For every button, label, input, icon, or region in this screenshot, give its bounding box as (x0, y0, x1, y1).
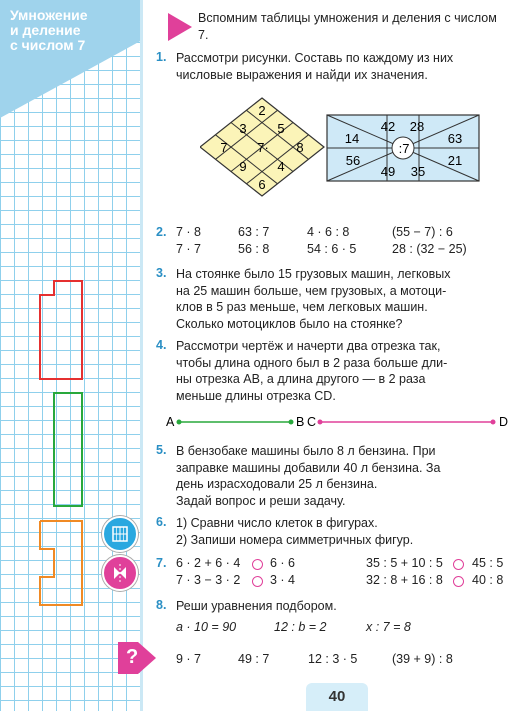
diamond-cell: 9 (239, 159, 247, 174)
line: заправке машины добавили 40 л бензина. За (176, 460, 441, 475)
intro-arrow-icon (166, 11, 194, 43)
page-number: 40 (306, 683, 368, 711)
task-4-text (176, 338, 506, 404)
expr: 28 : (32 − 25) (392, 242, 467, 256)
expr: (55 − 7) : 6 (392, 225, 453, 239)
expr: 63 : 7 (238, 225, 270, 239)
expr: 3 · 4 (270, 573, 296, 587)
segments-drawing (163, 412, 515, 432)
rect-cell: 35 (410, 164, 426, 179)
line: Задай вопрос и реши задачу. (176, 493, 346, 508)
line: клов в 5 раз меньше, чем легковых машин. (176, 300, 428, 314)
task-3-text (176, 266, 506, 332)
rect-cell: 28 (409, 119, 425, 134)
task-6-number: 6. (156, 515, 167, 529)
rect-cell: 56 (345, 153, 361, 168)
figure-orange (40, 521, 82, 605)
line: чтобы длина одного был в 2 раза больше дли- (176, 355, 448, 370)
line: Сколько мотоциклов было на стоянке? (176, 316, 403, 331)
label-b: B (296, 415, 305, 429)
compare-circle[interactable] (453, 559, 464, 570)
task-4-number: 4. (156, 338, 167, 352)
task-5-text (176, 443, 506, 509)
line: 1) Сравни число клеток в фигурах. (176, 516, 378, 530)
intro-text: Вспомним таблицы умножения и деления с числом 7. (198, 11, 497, 42)
line: Рассмотри чертёж и начерти два отрезка так, (176, 339, 441, 353)
line: ны отрезка AB, а длина другого — в 2 раза (176, 372, 426, 386)
task-8-number: 8. (156, 598, 167, 612)
expr: 7 · 3 − 3 · 2 (176, 573, 241, 587)
rect-cell: 49 (380, 164, 396, 179)
diamond-cell: 7 (220, 140, 228, 155)
expr: 7 · 8 (176, 225, 202, 239)
expr: 6 · 6 (270, 556, 296, 570)
line: меньше длины отрезка CD. (176, 388, 336, 403)
compare-circle[interactable] (252, 559, 263, 570)
figure-red (40, 281, 82, 379)
equation: 12 : b = 2 (274, 620, 327, 634)
expr: 6 · 2 + 6 · 4 (176, 556, 241, 570)
diamond-cell: 5 (277, 121, 285, 136)
expr: 40 : 8 (472, 573, 504, 587)
expr: 32 : 8 + 16 : 8 (366, 573, 443, 587)
expr: 56 : 8 (238, 242, 270, 256)
task-8-text: Реши уравнения подбором. (176, 599, 337, 613)
expr: (39 + 9) : 8 (392, 652, 453, 666)
line: В бензобаке машины было 8 л бензина. При (176, 444, 436, 458)
task-2-number: 2. (156, 225, 167, 239)
expr: 12 : 3 · 5 (308, 652, 358, 666)
rect-cell: 42 (380, 119, 396, 134)
diamond-cell: 3 (239, 121, 247, 136)
diamond-figure (200, 95, 330, 200)
task-7-number: 7. (156, 556, 167, 570)
task-3-number: 3. (156, 266, 167, 280)
expr: 4 · 6 : 8 (307, 225, 350, 239)
margin-line (140, 0, 143, 711)
rect-cell: 63 (447, 131, 463, 146)
task-1-text: Рассмотри рисунки. Составь по каждому из них числовые выражения и найди их значения. (176, 51, 454, 82)
title-line-1: Умножение (10, 7, 88, 23)
label-a: A (166, 415, 175, 429)
line: На стоянке было 15 грузовых машин, легковых (176, 267, 451, 281)
rect-cell: 21 (447, 153, 463, 168)
expr: 9 · 7 (176, 652, 202, 666)
expr: 49 : 7 (238, 652, 270, 666)
line: на 25 машин больше, чем грузовых, а мотоци- (176, 283, 447, 298)
line: день израсходовали 25 л бензина. (176, 477, 378, 491)
label-c: C (307, 415, 317, 429)
label-d: D (499, 415, 509, 429)
diamond-cell: 8 (296, 140, 304, 155)
task-1-number: 1. (156, 50, 167, 64)
diamond-cell: 4 (277, 159, 285, 174)
equation: a · 10 = 90 (176, 620, 237, 634)
compare-circle[interactable] (453, 576, 464, 587)
diamond-cell: 2 (258, 103, 266, 118)
rect-cell: 14 (344, 131, 360, 146)
expr: 7 · 7 (176, 242, 202, 256)
diamond-center: 7· (257, 140, 269, 155)
diamond-cell: 6 (258, 177, 266, 192)
grid-task-icon (102, 516, 138, 552)
rect-center: :7 (398, 141, 410, 156)
task-5-number: 5. (156, 443, 167, 457)
line: 2) Запиши номера симметричных фигур. (176, 532, 414, 547)
expr: 35 : 5 + 10 : 5 (366, 556, 443, 570)
expr: 45 : 5 (472, 556, 504, 570)
compare-circle[interactable] (252, 576, 263, 587)
title-line-3: с числом 7 (10, 37, 86, 53)
expr: 54 : 6 · 5 (307, 242, 357, 256)
grid-figures (0, 0, 140, 711)
figure-green (54, 393, 82, 506)
equation: x : 7 = 8 (366, 620, 411, 634)
task-6-text (176, 515, 506, 548)
symmetry-icon (102, 555, 138, 591)
title-line-2: и деление (10, 22, 81, 38)
bonus-mark: ? (126, 646, 139, 668)
rect-figure (325, 113, 481, 183)
